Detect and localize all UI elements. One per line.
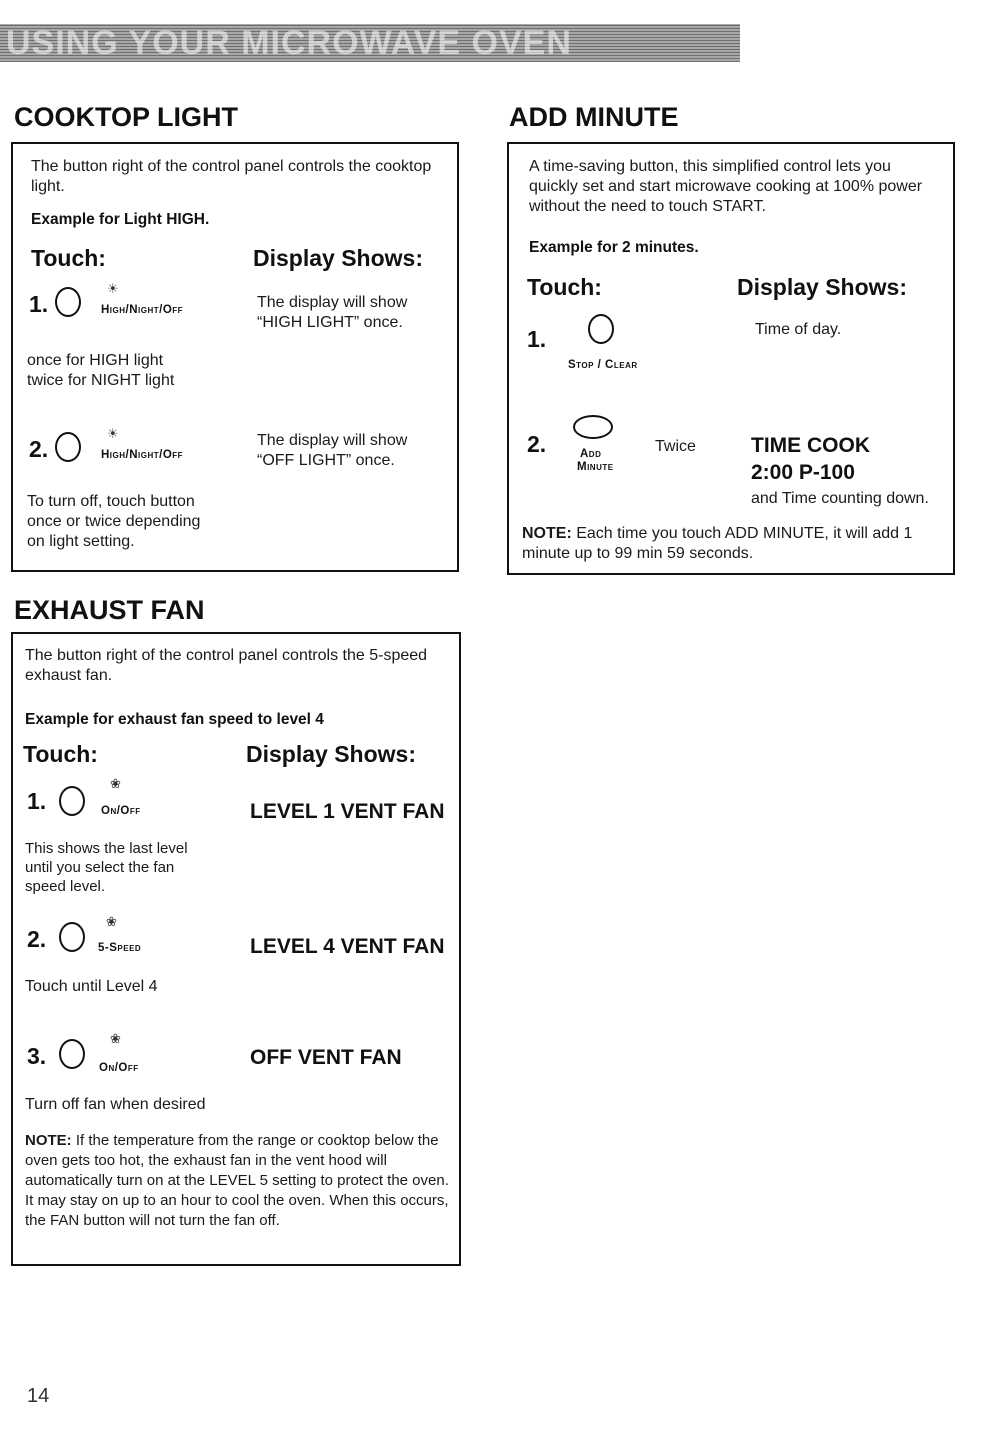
fan-button-circle [59,1039,85,1069]
add-minute-title: ADD MINUTE [509,102,679,132]
exhaust-step1-note1: This shows the last level [25,840,188,857]
cooktop-step2-note3: on light setting. [27,533,135,550]
fan-button-circle [59,922,85,952]
cooktop-step2-note1: To turn off, touch button [27,493,195,510]
cooktop-step1-note1: once for HIGH light [27,352,164,369]
exhaust-step3-button-label: On/Off [99,1062,139,1074]
fan-button-circle [59,786,85,816]
exhaust-display-header: Display Shows: [246,741,416,767]
add-minute-note-text: Each time you touch ADD MINUTE, it will add 1 minute up to 99 min 59 seconds. [522,525,913,562]
exhaust-step1-display: LEVEL 1 VENT FAN [250,800,445,823]
add-minute-step1-button-label: Stop / Clear [568,359,638,371]
cooktop-step1-button-label: High/Night/Off [101,304,184,316]
cooktop-display-header: Display Shows: [253,245,423,271]
exhaust-step1-note3: speed level. [25,878,106,895]
exhaust-fan-note-text: If the temperature from the range or cooktop below the oven gets too hot, the exhaust fan in the vent hood will automatically turn on at the LEVEL 5 setting to protect the oven. It may stay on up to an hour to cool the oven. When this occurs, the FAN button will not turn the fan off. [25,1132,449,1229]
cooktop-step2-display: The display will show “OFF LIGHT” once. [257,432,408,469]
add-minute-button-oval [573,415,613,439]
exhaust-step1-button-label: On/Off [101,805,141,817]
add-minute-step2-label-top: Add [580,448,602,460]
add-minute-example: Example for 2 minutes. [529,239,699,256]
add-minute-intro: A time-saving button, this simplified control lets you quickly set and start microwave cooking at 100% power without the need to touch START. [529,158,923,215]
cooktop-light-example: Example for Light HIGH. [31,211,210,228]
exhaust-fan-note [25,1131,455,1231]
add-minute-touch-header: Touch: [527,274,602,300]
exhaust-fan-title: EXHAUST FAN [14,595,205,625]
cooktop-step2-number: 2. [29,436,49,462]
header-title: USING YOUR MICROWAVE OVEN [6,24,572,62]
exhaust-step2-display: LEVEL 4 VENT FAN [250,935,445,958]
cooktop-step2-button-label: High/Night/Off [101,449,184,461]
exhaust-touch-header: Touch: [23,741,98,767]
exhaust-step3-note1: Turn off fan when desired [25,1096,206,1113]
cooktop-light-intro: The button right of the control panel controls the cooktop light. [31,158,432,195]
exhaust-fan-intro: The button right of the control panel controls the 5-speed exhaust fan. [25,647,428,684]
add-minute-step2-display2: 2:00 P-100 [751,461,855,484]
add-minute-display-header: Display Shows: [737,274,907,300]
cooktop-touch-header: Touch: [31,245,106,271]
cooktop-step1-number: 1. [29,291,49,317]
exhaust-fan-note-label: NOTE: [25,1132,72,1149]
cooktop-step1-display: The display will show “HIGH LIGHT” once. [257,294,408,331]
fan-icon: ❀ [110,1031,121,1046]
light-bulb-icon: ☀ [107,426,119,441]
exhaust-step2-note1: Touch until Level 4 [25,978,158,995]
light-button-circle [55,287,81,317]
fan-icon: ❀ [110,776,121,791]
add-minute-step2-number: 2. [527,431,547,457]
add-minute-note-label: NOTE: [522,525,572,542]
exhaust-step2-number: 2. [27,926,47,952]
page-number: 14 [27,1385,50,1407]
cooktop-step2-note2: once or twice depending [27,513,201,530]
cooktop-light-title: COOKTOP LIGHT [14,102,239,132]
add-minute-step2-twice: Twice [655,438,696,455]
add-minute-step2-display1: TIME COOK [751,434,870,457]
light-button-circle [55,432,81,462]
exhaust-step2-button-label: 5-Speed [98,942,142,954]
exhaust-step1-number: 1. [27,788,47,814]
cooktop-step1-note2: twice for NIGHT light [27,372,175,389]
exhaust-step3-number: 3. [27,1043,47,1069]
exhaust-fan-example: Example for exhaust fan speed to level 4 [25,711,324,728]
light-bulb-icon: ☀ [107,281,119,296]
stop-clear-button-circle [588,314,614,344]
exhaust-step3-display: OFF VENT FAN [250,1046,402,1069]
add-minute-step2-label-bottom: Minute [577,461,614,473]
add-minute-step2-display3: and Time counting down. [751,490,929,507]
exhaust-step1-note2: until you select the fan [25,859,175,876]
add-minute-step1-number: 1. [527,326,547,352]
add-minute-note [522,524,922,564]
add-minute-step1-display: Time of day. [755,321,842,338]
fan-icon: ❀ [106,914,117,929]
